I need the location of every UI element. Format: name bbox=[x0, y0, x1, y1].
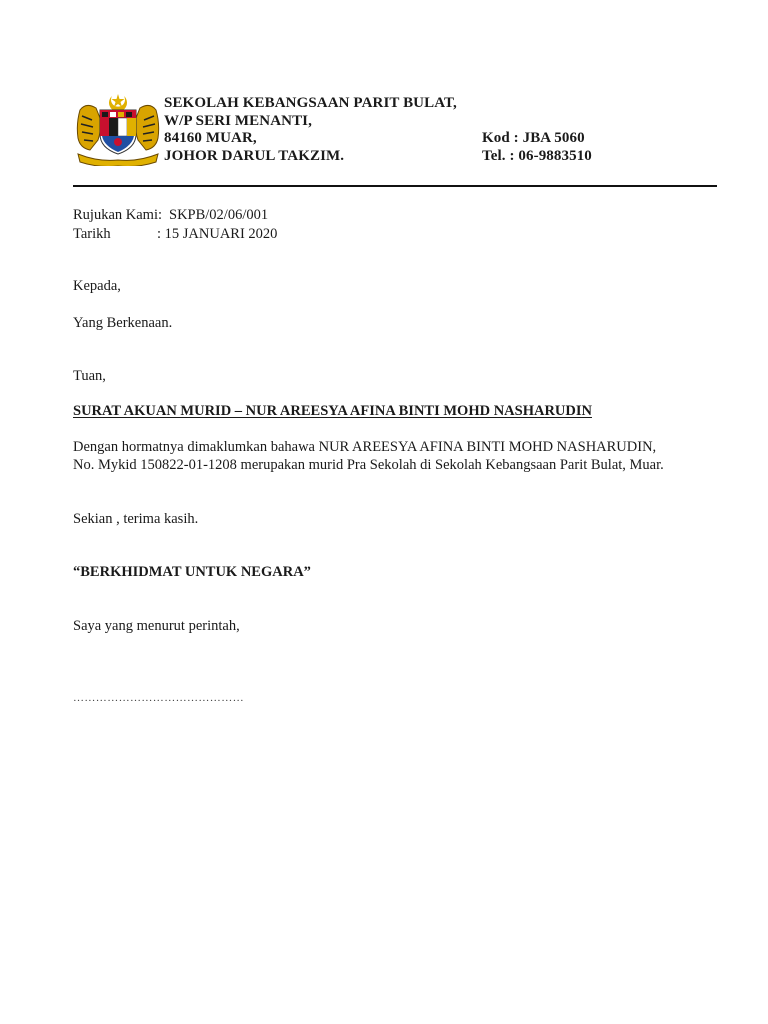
body-line-1: Dengan hormatnya dimaklumkan bahawa NUR AREESYA AFINA BINTI MOHD NASHARUDIN, bbox=[73, 439, 657, 455]
header-divider bbox=[73, 185, 717, 187]
school-code: Kod : JBA 5060 bbox=[482, 130, 585, 146]
signature-line: ……………………………………… bbox=[73, 692, 244, 704]
sign-off: Saya yang menurut perintah, bbox=[73, 618, 240, 634]
recipient: Yang Berkenaan. bbox=[73, 315, 173, 331]
date-label: Tarikh bbox=[73, 226, 111, 242]
closing-line: Sekian , terima kasih. bbox=[73, 511, 199, 527]
reference-label: Rujukan Kami: bbox=[73, 207, 163, 223]
letter-subject: SURAT AKUAN MURID – NUR AREESYA AFINA BINTI MOHD NASHARUDIN bbox=[73, 403, 592, 419]
coat-of-arms-icon bbox=[72, 92, 164, 166]
motto: “BERKHIDMAT UNTUK NEGARA” bbox=[73, 564, 311, 580]
date-value: : 15 JANUARI 2020 bbox=[157, 226, 278, 242]
to-line: Kepada, bbox=[73, 278, 121, 294]
address-line-3: JOHOR DARUL TAKZIM. bbox=[164, 148, 345, 164]
address-line-2: 84160 MUAR, bbox=[164, 130, 257, 146]
reference-number: SKPB/02/06/001 bbox=[169, 207, 269, 223]
salutation: Tuan, bbox=[73, 368, 106, 384]
school-name: SEKOLAH KEBANGSAAN PARIT BULAT, bbox=[164, 95, 457, 111]
address-line-1: W/P SERI MENANTI, bbox=[164, 113, 312, 129]
body-line-2: No. Mykid 150822-01-1208 merupakan murid Pra Sekolah di Sekolah Kebangsaan Parit Bulat, Muar. bbox=[73, 457, 664, 473]
school-phone: Tel. : 06-9883510 bbox=[482, 148, 592, 164]
